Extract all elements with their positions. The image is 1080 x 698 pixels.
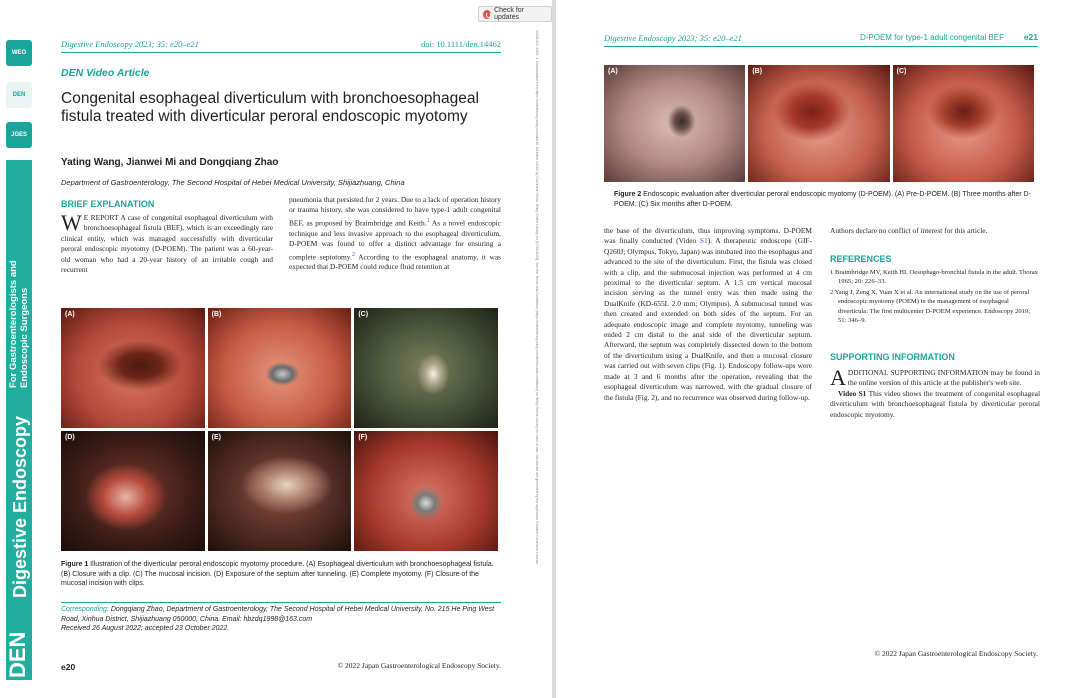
dropcap: W: [61, 210, 82, 235]
body-column-2: [289, 195, 501, 273]
video-s1-description: This video shows the treatment of congenital esophageal diverticulum with bronchoesophageal fistula by diverticular peroral endoscopic myotomy.: [830, 388, 1040, 419]
figure-1-caption-text: Illustration of the diverticular peroral endoscopic myotomy procedure. (A) Esophageal diverticulum with bronchoesophageal fistula. (B) Closure with a clip. (C) The mucosal incision. (D) Exposure of the septum after tunneling. (E) Complete myotomy. (F) Closure of the mucosal incision with clips.: [61, 561, 494, 588]
figure-1-panel-f: (F): [354, 431, 498, 551]
header-rule: [61, 52, 501, 53]
check-updates-label: Check for updates: [494, 7, 525, 21]
article-type: DEN Video Article: [61, 67, 150, 79]
correspondence-text: Dongqiang Zhao, Department of Gastroenterology, The Second Hospital of Hebei Medical University, No. 215 He Ping West Road, Xinhua District, Shijiazhuang 050000, China. Email: hbzdq1998@163.com: [61, 606, 495, 623]
running-head-title: D-POEM for type-1 adult congenital BEF: [859, 33, 1004, 42]
supporting-info-text: [830, 365, 1040, 420]
crossmark-icon: [483, 10, 491, 19]
copyright-left: © 2022 Japan Gastroenterological Endoscopy Society.: [337, 661, 501, 670]
figure-2-caption: [614, 190, 1034, 209]
weo-logo: WEO: [6, 40, 32, 66]
correspondence-note: [61, 605, 501, 634]
ref-2-link[interactable]: 2: [351, 251, 355, 258]
affiliation: Department of Gastroenterology, The Second Hospital of Hebei Medical University, Shijiazhuang, China: [61, 178, 405, 187]
support-text: may be found in the online version of this article at the publisher's web site.: [847, 368, 1040, 388]
banner-journal-name: Digestive Endoscopy: [10, 415, 30, 598]
check-for-updates-button[interactable]: [478, 6, 552, 22]
download-watermark: 14431443, 2023, 1, Downloaded from https://onlinelibrary.wiley.com/doi/10.1111/den.14462 by Cochrane China, Wiley Online Library on [17/01/2023]. See the Terms and Conditions (https://onlinelibrary.wiley.com/terms-and-conditions) on Wiley Online Library for rules of use; OA articles are governed by the applicable Creative Commons License: [535, 30, 539, 565]
page-number-right: e21: [1023, 32, 1038, 42]
body-column-1: [61, 210, 273, 275]
figure-2-panel-a: (A): [604, 65, 745, 182]
video-s1-link[interactable]: S1: [699, 236, 708, 246]
supporting-info-heading: SUPPORTING INFORMATION: [830, 352, 955, 362]
figure-1-panel-b: (B): [208, 308, 352, 428]
received-dates: Received 26 August 2022; accepted 23 October 2022.: [61, 625, 230, 632]
col2-text-c: According to the esophageal anatomy, it was expected that D-POEM could reduce fluid retention at: [289, 251, 501, 272]
col1-text: A case of congenital esophageal diverticulum with bronchoesophageal fistula (BEF), which is an exceedingly rare clinical entity, which was managed successfully with diverticular peroral endoscopic myotomy (D-POEM). The patient was a 60-year-old woman who had a 20-year history of an irritable cough and recurrent: [61, 213, 273, 275]
conflict-statement: Authors declare no conflict of interest for this article.: [830, 226, 988, 235]
den-logo: DEN: [6, 82, 32, 108]
col2-text-b: As a novel endoscopic technique and less invasive approach to the esophageal diverticulum, D-POEM was found to offer a distinct advantage for ensuring a complete septotomy.: [289, 218, 501, 261]
journal-side-strip: [6, 40, 32, 680]
figure-1-label: Figure 1: [61, 561, 89, 568]
reference-2: 2 Yang J, Zeng X, Yuan X et al. An international study on the use of peroral endoscopic myotomy (POEM) in the management of esophageal diverticula: The first multicenter D-POEM experience. Endoscopy 2019; 51: 346–9.: [830, 288, 1031, 325]
col2-text-a: pneumonia that persisted for 2 years. Due to a lack of operation history or trauma history, she was considered to have type-1 adult congenital BEF, as proposed by Braimbridge and Keith.: [289, 195, 501, 228]
support-dropcap: A: [830, 365, 846, 390]
reference-list: [830, 268, 1040, 326]
right-col1-text-a: the base of the diverticulum, thus improving symptoms. D-POEM was finally conducted (Video: [604, 226, 812, 246]
figure-2-label: Figure 2: [614, 191, 642, 198]
figure-2: [604, 65, 1034, 182]
jges-logo: JGES: [6, 122, 32, 148]
section-brief-explanation: BRIEF EXPLANATION: [61, 199, 155, 209]
header-rule-right: [604, 46, 1038, 47]
running-head-journal-right: Digestive Endoscopy 2023; 35: e20–e21: [604, 33, 742, 43]
figure-1-panel-a: (A): [61, 308, 205, 428]
article-title: Congenital esophageal diverticulum with bronchoesophageal fistula treated with diverticular peroral endoscopic myotomy: [61, 90, 479, 125]
right-page: [556, 0, 1080, 698]
figure-2-caption-text: Endoscopic evaluation after diverticular peroral endoscopic myotomy (D-POEM). (A) Pre-D-POEM. (B) Three months after D-POEM. (C) Six months after D-POEM.: [614, 191, 1031, 208]
right-body-column-1: [604, 226, 812, 403]
ref-1-link[interactable]: 1: [426, 217, 430, 224]
figure-1-caption: [61, 560, 501, 589]
journal-banner: [6, 160, 32, 680]
copyright-right: © 2022 Japan Gastroenterological Endoscopy Society.: [874, 649, 1038, 658]
banner-subtitle-2: Endoscopic Surgeons: [19, 287, 30, 388]
figure-1: [61, 308, 498, 551]
footnote-rule: [61, 602, 501, 603]
figure-2-panel-b: (B): [748, 65, 889, 182]
reference-1: 1 Braimbridge MV, Keith HI. Oesophago-bronchial fistula in the adult. Thorax 1965; 20: 226–33.: [830, 269, 1038, 286]
correspondence-label: Corresponding:: [61, 606, 109, 613]
lead-in: E REPORT: [83, 213, 119, 222]
figure-1-panel-d: (D): [61, 431, 205, 551]
video-s1-label: Video S1: [838, 388, 867, 398]
support-lead-in: DDITIONAL SUPPORTING INFORMATION: [847, 368, 989, 377]
figure-2-panel-c: (C): [893, 65, 1034, 182]
banner-den: DEN: [5, 631, 30, 678]
page-number-left: e20: [61, 662, 76, 672]
figure-1-panel-e: (E): [208, 431, 352, 551]
right-col1-text-b: ). A therapeutic endoscope (GIF-Q260J; Olympus, Tokyo, Japan) was intubated into the esophagus and advanced to the site of the diverticulum. First, the fistula was closed with a clip, and the submucosal injection was performed at 4 cm proximal to the diverticular septum. A 1.5 cm vertical mucosal incision serving as the tunnel entry was then made using the DualKnife (KD-655L 2.0 mm; Olympus). A submucosal tunnel was then created and extended on both sides of the septum. For an adequate endoscopic image and complete myotomy, tunneling was ended 2 cm distal to the anal side of the diverticular septum. Afterward, the septum was completely dissected down to the bottom of the diverticulum using a DualKnife, and then a mucosal closure was carried out with seven clips (Fig. 1). Endoscopy follow-ups were made at 3 and 6 months after the operation, revealing that the esophageal diverticulum was narrowed, with the gradual closure of the fistula (Fig. 2), and no recurrence was observed during follow-up.: [604, 236, 812, 402]
references-heading: REFERENCES: [830, 254, 892, 264]
banner-subtitle-1: For Gastroenterologists and: [8, 260, 19, 388]
author-list: Yating Wang, Jianwei Mi and Dongqiang Zhao: [61, 157, 279, 168]
running-head-journal: Digestive Endoscopy 2023; 35: e20–e21: [61, 39, 199, 49]
running-head-doi[interactable]: doi: 10.1111/den.14462: [420, 39, 501, 49]
figure-1-panel-c: (C): [354, 308, 498, 428]
